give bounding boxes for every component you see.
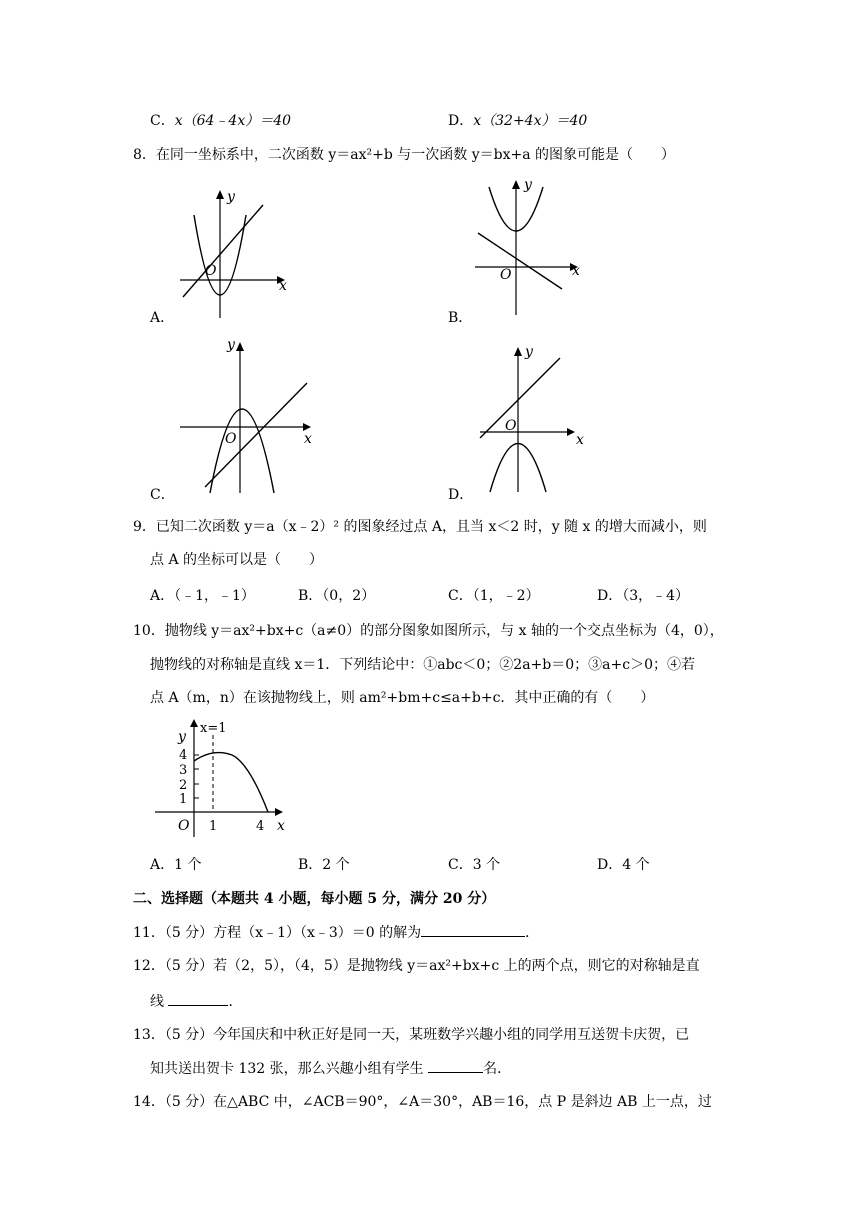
q8-stem: 8．在同一坐标系中，二次函数 y＝ax²+b 与一次函数 y＝bx+a 的图象可能是（ ） bbox=[133, 147, 676, 163]
q8-option-b: B． bbox=[448, 310, 473, 326]
q10-ytick-1: 1 bbox=[179, 792, 188, 807]
q12-stem-line1: 12．（5 分）若（2，5），（4，5）是抛物线 y＝ax²+bx+c 上的两个点，则它的对称轴是直 bbox=[133, 958, 700, 974]
q10-sym-label: x=1 bbox=[200, 721, 227, 736]
q8d-x-label: x bbox=[576, 432, 584, 448]
q10-option-c: C．3 个 bbox=[448, 857, 501, 873]
q10-xtick-4: 4 bbox=[256, 819, 265, 834]
q8d-y-label: y bbox=[525, 344, 533, 360]
q8-option-a: A． bbox=[150, 310, 175, 326]
q8c-origin-label: O bbox=[225, 431, 237, 447]
q10-stem-line2: 抛物线的对称轴是直线 x＝1．下列结论中：①abc＜0；②2a+b＝0；③a+c＞0；④若 bbox=[150, 657, 695, 673]
q10-stem-line1: 10．抛物线 y＝ax²+bx+c（a≠0）的部分图象如图所示，与 x 轴的一个交点坐标为（4，0）， bbox=[133, 623, 724, 639]
q10-ytick-2: 2 bbox=[179, 778, 188, 793]
q8b-origin-label: O bbox=[500, 267, 512, 283]
q8a-x-label: x bbox=[279, 278, 287, 294]
q10-option-a: A．1 个 bbox=[150, 857, 202, 873]
q10-stem-line3: 点 A（m，n）在该抛物线上，则 am²+bm+c≤a+b+c．其中正确的有（ ） bbox=[150, 690, 655, 706]
q13-stem-line1: 13．（5 分）今年国庆和中秋正好是同一天，某班数学兴趣小组的同学用互送贺卡庆贺，已 bbox=[133, 1027, 690, 1043]
q8-option-d: D． bbox=[448, 487, 474, 503]
q7-option-d: D．x（32+4x）＝40 bbox=[448, 113, 588, 129]
q8-option-c: C． bbox=[150, 487, 175, 503]
q8c-y-label: y bbox=[227, 337, 235, 353]
q8-graph-d bbox=[475, 340, 595, 495]
q8d-origin-label: O bbox=[505, 418, 517, 434]
q13-stem-line2: 知共送出贺卡 132 张，那么兴趣小组有学生 名． bbox=[150, 1058, 511, 1079]
q14-stem-line1: 14．（5 分）在△ABC 中，∠ACB＝90°，∠A＝30°，AB＝16，点 P 是斜边 AB 上一点，过 bbox=[133, 1094, 712, 1110]
q10-ytick-4: 4 bbox=[179, 748, 188, 763]
q11-answer-blank[interactable] bbox=[421, 922, 525, 937]
q10-graph bbox=[150, 715, 300, 840]
q9-option-b: B．（0，2） bbox=[298, 588, 376, 604]
q8-graph-c bbox=[175, 335, 320, 495]
q9-option-d: D．（3，﹣4） bbox=[597, 588, 690, 604]
q8-graph-b bbox=[470, 175, 590, 320]
q9-option-a: A．（﹣1，﹣1） bbox=[150, 588, 255, 604]
q9-stem-line2: 点 A 的坐标可以是（ ） bbox=[150, 552, 324, 568]
q10-ytick-3: 3 bbox=[179, 763, 188, 778]
q10-x-label: x bbox=[277, 818, 285, 834]
section-2-title: 二、选择题（本题共 4 小题，每小题 5 分，满分 20 分） bbox=[133, 891, 496, 907]
q12-answer-blank[interactable] bbox=[168, 991, 228, 1006]
q10-option-d: D．4 个 bbox=[597, 857, 650, 873]
q8a-origin-label: O bbox=[205, 263, 217, 279]
q10-option-b: B．2 个 bbox=[298, 857, 350, 873]
q13-answer-blank[interactable] bbox=[428, 1058, 483, 1073]
q9-stem-line1: 9．已知二次函数 y＝a（x﹣2）² 的图象经过点 A，且当 x＜2 时，y 随 x 的增大而减小，则 bbox=[133, 519, 707, 535]
q12-stem-line2: 线 ． bbox=[150, 991, 242, 1012]
q8b-y-label: y bbox=[524, 177, 532, 193]
q8a-y-label: y bbox=[227, 189, 235, 205]
q8b-x-label: x bbox=[572, 263, 580, 279]
q10-xtick-1: 1 bbox=[209, 819, 218, 834]
q8-graph-a bbox=[175, 185, 295, 325]
q11-stem: 11．（5 分）方程（x﹣1）（x﹣3）＝0 的解为 ． bbox=[133, 922, 539, 943]
q7-option-c: C．x（64﹣4x）＝40 bbox=[150, 113, 292, 129]
q9-option-c: C．（1，﹣2） bbox=[448, 588, 540, 604]
q10-y-label: y bbox=[178, 729, 186, 745]
q8c-x-label: x bbox=[304, 431, 312, 447]
q10-origin-label: O bbox=[178, 818, 190, 834]
